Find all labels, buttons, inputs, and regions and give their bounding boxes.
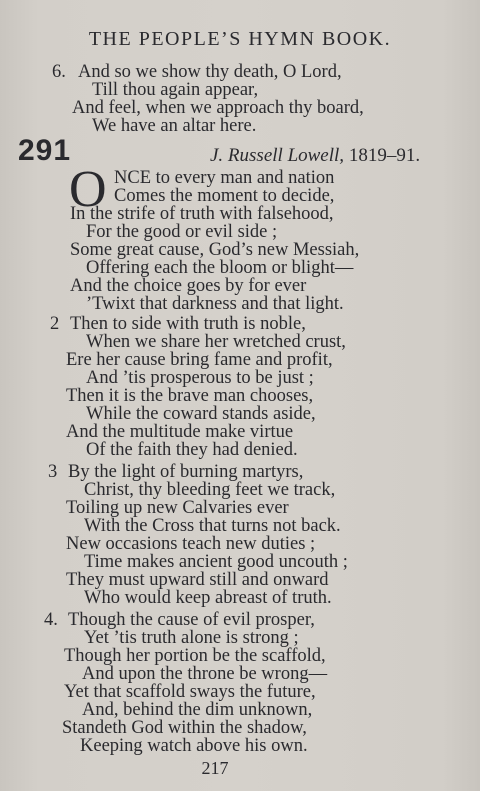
prev-verse-line: And feel, when we approach thy board, (72, 98, 364, 118)
verse-4-line: Standeth God within the shadow, (62, 718, 307, 738)
prev-verse-line: We have an altar here. (92, 116, 257, 136)
verse-2-line: While the coward stands aside, (86, 404, 316, 424)
verse-1-line: NCE to every man and nation (114, 168, 335, 188)
prev-verse-line: And so we show thy death, O Lord, (78, 62, 342, 82)
hymn-author (210, 145, 420, 167)
verse-4-line: Though the cause of evil prosper, (68, 610, 315, 630)
verse-2-line: When we share her wretched crust, (86, 332, 346, 352)
verse-3-line: Time makes ancient good uncouth ; (84, 552, 348, 572)
verse-3-number: 3 (48, 462, 58, 482)
verse-2-line: And ’tis prosperous to be just ; (86, 368, 314, 388)
author-name: J. Russell Lowell, (210, 145, 345, 166)
verse-2-line: Then to side with truth is noble, (70, 314, 306, 334)
verse-3-line: With the Cross that turns not back. (84, 516, 341, 536)
verse-3-line: Who would keep abreast of truth. (84, 588, 332, 608)
verse-2-line: Of the faith they had denied. (86, 440, 298, 460)
verse-1-line: In the strife of truth with falsehood, (70, 204, 334, 224)
verse-4-line: Yet that scaffold sways the future, (64, 682, 316, 702)
verse-4-line: And, behind the dim unknown, (82, 700, 313, 720)
verse-2-number: 2 (50, 314, 60, 334)
verse-4-line: Keeping watch above his own. (80, 736, 308, 756)
prev-verse-line: Till thou again appear, (92, 80, 259, 100)
verse-1-line: Comes the moment to decide, (114, 186, 335, 206)
verse-4-line: And upon the throne be wrong— (82, 664, 328, 684)
verse-1-line: ’Twixt that darkness and that light. (86, 294, 344, 314)
verse-4-line: Though her portion be the scaffold, (64, 646, 326, 666)
page-number: 217 (201, 758, 229, 778)
verse-1-line: For the good or evil side ; (86, 222, 278, 242)
hymn-number: 291 (18, 134, 72, 167)
verse-3-line: Toiling up new Calvaries ever (66, 498, 289, 518)
verse-2-line: And the multitude make virtue (66, 422, 294, 442)
verse-3-line: Christ, thy bleeding feet we track, (84, 480, 336, 500)
verse-2-line: Then it is the brave man chooses, (66, 386, 314, 406)
verse-3-line: New occasions teach new duties ; (66, 534, 316, 554)
verse-4-line: Yet ’tis truth alone is strong ; (84, 628, 299, 648)
verse-2-line: Ere her cause bring fame and profit, (66, 350, 333, 370)
verse-1-line: Offering each the bloom or blight— (86, 258, 354, 278)
running-header: THE PEOPLE’S HYMN BOOK. (88, 28, 392, 50)
verse-3-line: They must upward still and onward (66, 570, 329, 590)
verse-1-line: And the choice goes by for ever (70, 276, 307, 296)
verse-1-line: Some great cause, God’s new Messiah, (70, 240, 360, 260)
verse-3-line: By the light of burning martyrs, (68, 462, 304, 482)
author-dates: 1819–91. (348, 145, 421, 166)
verse-4-number: 4. (44, 610, 58, 630)
drop-cap: O (69, 161, 107, 218)
prev-verse-number: 6. (52, 62, 66, 82)
